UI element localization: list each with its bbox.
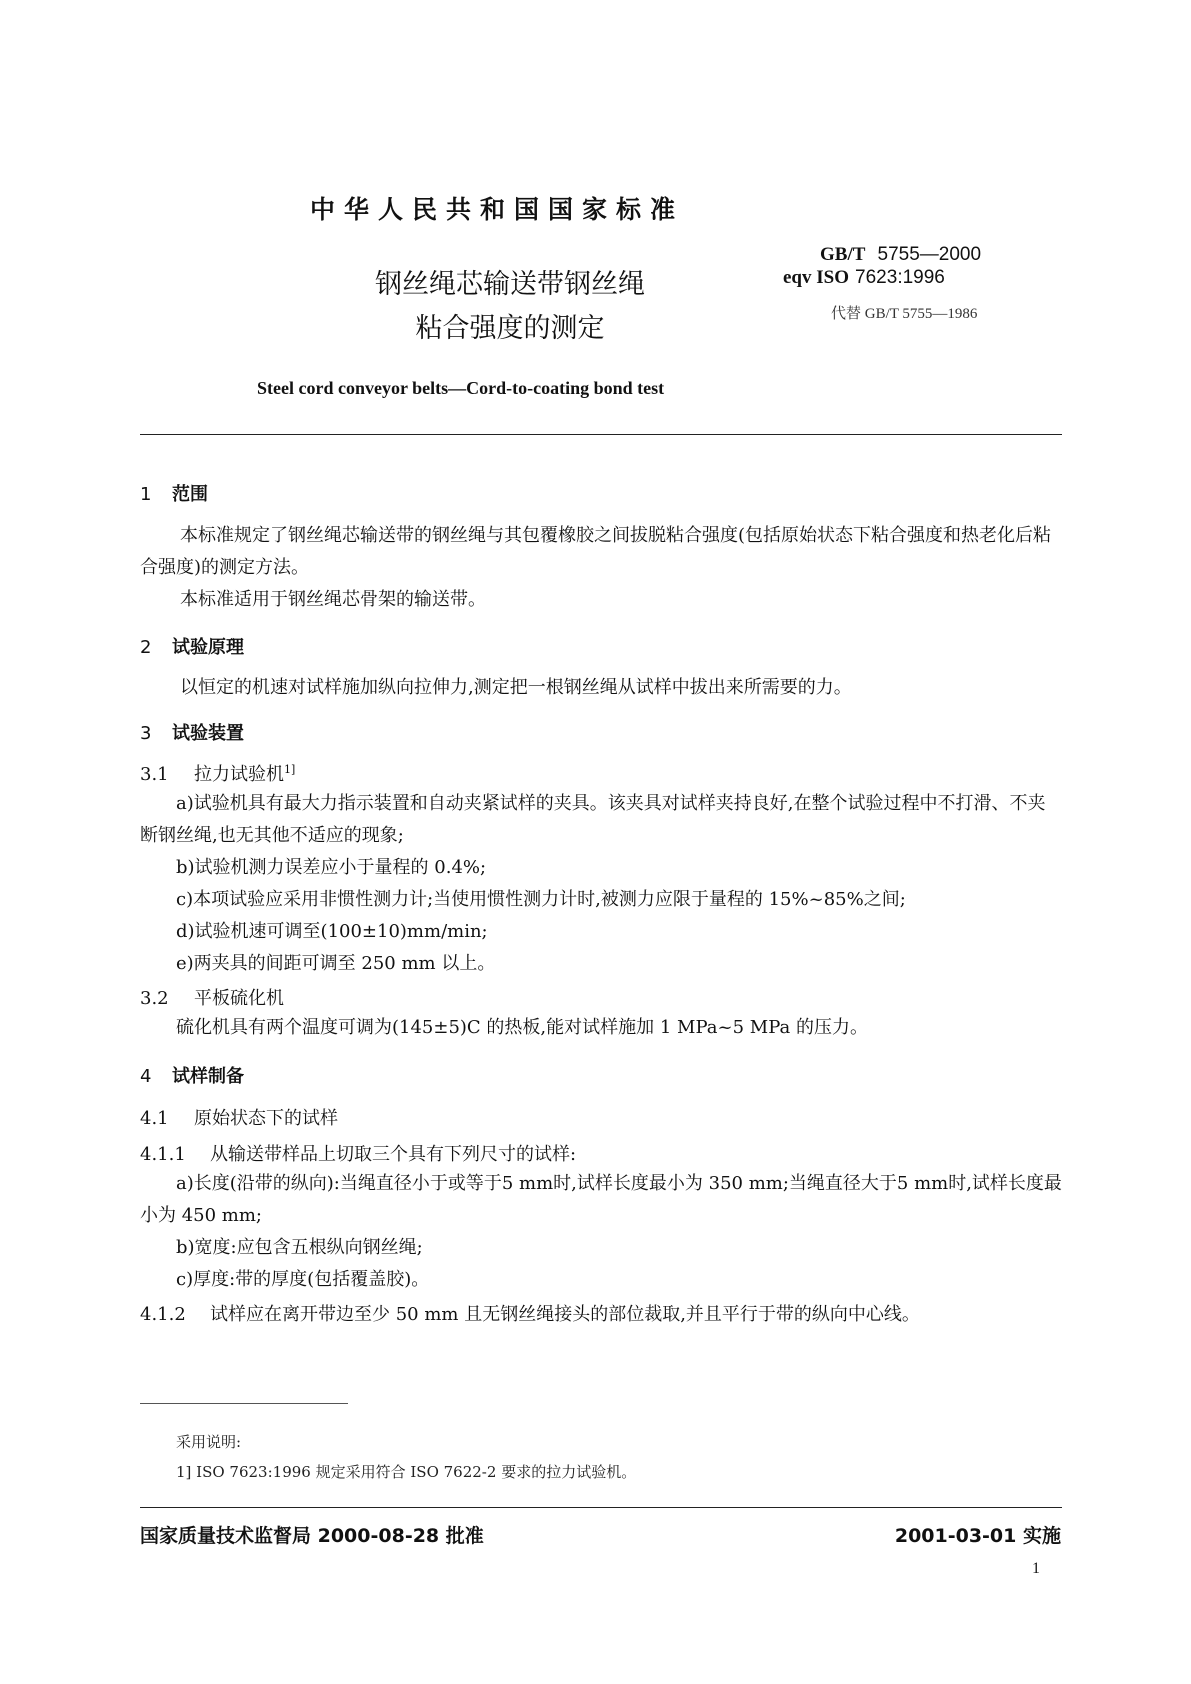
section-2-paragraph: 以恒定的机速对试样施加纵向拉伸力,测定把一根钢丝绳从试样中拔出来所需要的力。 (180, 677, 852, 698)
item-4-1-1-c: c)厚度:带的厚度(包括覆盖胶)。 (176, 1269, 430, 1290)
replaces-note: 代替 GB/T 5755—1986 (831, 306, 978, 322)
subsection-4-1-2: 4.1.2 试样应在离开带边至少 50 mm 且无钢丝绳接头的部位裁取,并且平行于带的纵向中心线。 (140, 1304, 920, 1325)
approval-date: 国家质量技术监督局 2000-08-28 批准 (140, 1525, 484, 1547)
subsection-3-2-paragraph: 硫化机具有两个温度可调为(145±5)C 的热板,能对试样施加 1 MPa~5 MPa 的压力。 (176, 1017, 868, 1038)
code-prefix: GB/T (820, 244, 866, 265)
subsection-4-1-heading: 4.1 原始状态下的试样 (140, 1108, 338, 1129)
standard-code-block (783, 243, 982, 289)
footnote-label: 采用说明: (176, 1433, 242, 1451)
footer-divider (140, 1507, 1062, 1508)
header-divider (140, 434, 1062, 435)
item-3-1-a: a)试验机具有最大力指示装置和自动夹紧试样的夹具。该夹具对试样夹持良好,在整个试验过程中不打滑、不夹断钢丝绳,也无其他不适应的现象; (140, 793, 1046, 846)
nation-standard-heading: 中华人民共和国国家标准 (310, 195, 685, 224)
item-4-1-1-b: b)宽度:应包含五根纵向钢丝绳; (176, 1237, 423, 1258)
title-line-2: 粘合强度的测定 (415, 313, 605, 344)
footnote-ref: 1] (284, 763, 296, 776)
subsection-4-1-1-heading: 4.1.1 从输送带样品上切取三个具有下列尺寸的试样: (140, 1144, 577, 1165)
item-3-1-b: b)试验机测力误差应小于量程的 0.4%; (176, 857, 487, 878)
section-3-heading: 3 试验装置 (140, 723, 244, 744)
section-4-heading: 4 试样制备 (140, 1066, 244, 1087)
footnote-text: 1] ISO 7623:1996 规定采用符合 ISO 7622-2 要求的拉力试验机。 (176, 1463, 637, 1481)
section-2-heading: 2 试验原理 (140, 637, 244, 658)
subsection-3-1-heading: 3.1 拉力试验机$^{1]}$ (140, 763, 296, 785)
section-1-heading: 1 范围 (140, 484, 208, 505)
item-3-1-c: c)本项试验应采用非惯性测力计;当使用惯性测力计时,被测力应限于量程的 15%~85%之间; (176, 889, 906, 910)
english-title: Steel cord conveyor belts—Cord-to-coating bond test (257, 378, 665, 398)
code-number: 5755—2000 (877, 244, 982, 265)
page-number: 1 (1032, 1560, 1040, 1577)
section-1-paragraph-2: 本标准适用于钢丝绳芯骨架的输送带。 (180, 589, 486, 610)
section-1-paragraph-1: 本标准规定了钢丝绳芯输送带的钢丝绳与其包覆橡胶之间拔脱粘合强度(包括原始状态下粘合强度和热老化后粘合强度)的测定方法。 (140, 525, 1052, 578)
item-3-1-d: d)试验机速可调至(100±10)mm/min; (176, 921, 488, 942)
equiv-prefix: eqv ISO (783, 267, 849, 288)
title-line-1: 钢丝绳芯输送带钢丝绳 (375, 269, 645, 300)
equiv-number: 7623:1996 (855, 267, 945, 288)
effective-date: 2001-03-01 实施 (894, 1525, 1061, 1547)
footnote-divider (140, 1403, 348, 1404)
item-3-1-e: e)两夹具的间距可调至 250 mm 以上。 (176, 953, 496, 974)
item-4-1-1-a: a)长度(沿带的纵向):当绳直径小于或等于5 mm时,试样长度最小为 350 mm;当绳直径大于5 mm时,试样长度最小为 450 mm; (140, 1173, 1062, 1226)
subsection-3-2-heading: 3.2 平板硫化机 (140, 988, 284, 1009)
